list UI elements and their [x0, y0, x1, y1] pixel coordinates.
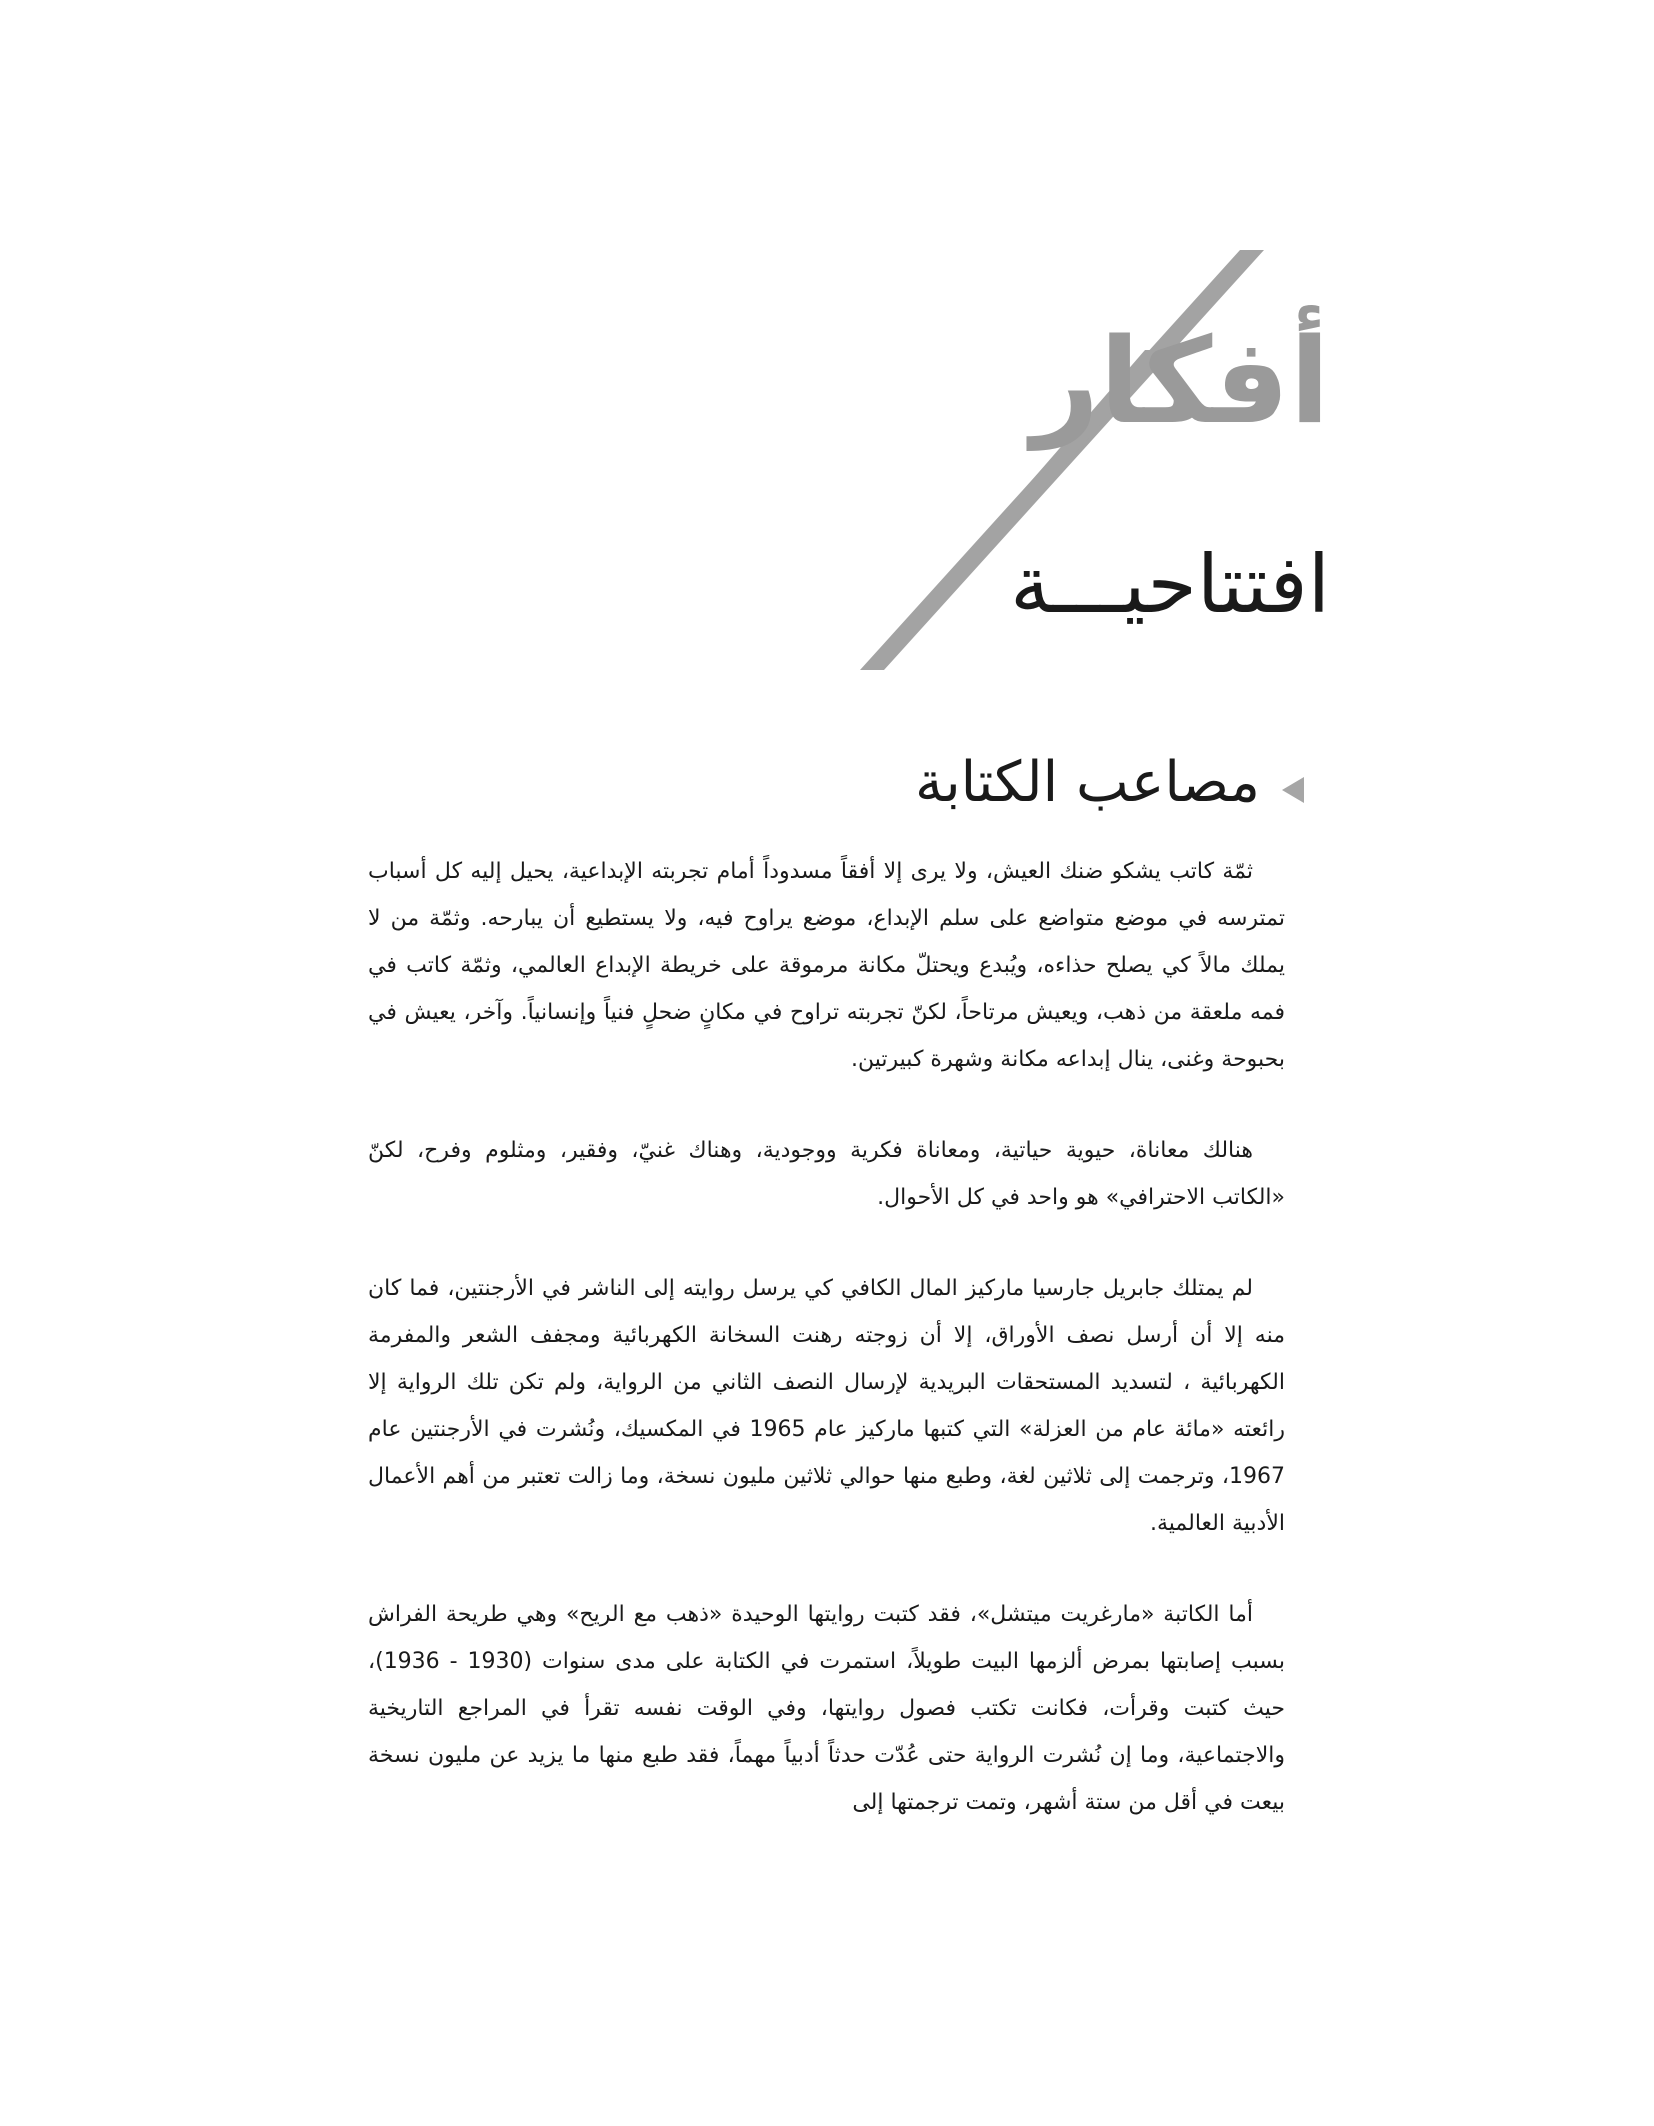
- article-body: [368, 848, 1285, 1826]
- masthead-title: أفكار: [1031, 312, 1330, 450]
- article-paragraph: لم يمتلك جابريل جارسيا ماركيز المال الكافي كي يرسل روايته إلى الناشر في الأرجنتين، فما كان منه إلا أن أرسل نصف الأوراق، إلا أن زوجته رهنت السخانة الكهربائية ومجفف الشعر والمفرمة الكهربائية ، لتسديد المستحقات البريدية لإرسال النصف الثاني من الرواية، ولم تكن تلك الرواية إلا رائعته «مائة عام من العزلة» التي كتبها ماركيز عام 1965 في المكسيك، ونُشرت في الأرجنتين عام 1967، وترجمت إلى ثلاثين لغة، وطبع منها حوالي ثلاثين مليون نسخة، وما زالت تعتبر من أهم الأعمال الأدبية العالمية.: [368, 1276, 1285, 1536]
- article-paragraph: هنالك معاناة، حيوية حياتية، ومعاناة فكرية ووجودية، وهناك غنيّ، وفقير، ومثلوم وفرح، لكنّ «الكاتب الاحترافي» هو واحد في كل الأحوال.: [368, 1138, 1285, 1210]
- masthead-logo: [860, 250, 1360, 690]
- triangle-left-icon: [1282, 777, 1304, 803]
- article-paragraph: ثمّة كاتب يشكو ضنك العيش، ولا يرى إلا أفقاً مسدوداً أمام تجربته الإبداعية، يحيل إليه كل أسباب تمترسه في موضع متواضع على سلم الإبداع، موضع يراوح فيه، ولا يستطيع أن يبارحه. وثمّة من لا يملك مالاً كي يصلح حذاءه، ويُبدع ويحتلّ مكانة مرموقة على خريطة الإبداع العالمي، وثمّة كاتب في فمه ملعقة من ذهب، ويعيش مرتاحاً، لكنّ تجربته تراوح في مكانٍ ضحلٍ فنياً وإنسانياً. وآخر، يعيش في بحبوحة وغنى، ينال إبداعه مكانة وشهرة كبيرتين.: [368, 859, 1285, 1072]
- article-heading-row: [915, 750, 1304, 815]
- section-label: افتتاحيـــة: [1010, 538, 1330, 631]
- article-title: مصاعب الكتابة: [915, 750, 1260, 815]
- article-paragraph: أما الكاتبة «مارغريت ميتشل»، فقد كتبت روايتها الوحيدة «ذهب مع الريح» وهي طريحة الفراش بسبب إصابتها بمرض ألزمها البيت طويلاً، استمرت في الكتابة على مدى سنوات (1930 - 1936)، حيث كتبت وقرأت، فكانت تكتب فصول روايتها، وفي الوقت نفسه تقرأ في المراجع التاريخية والاجتماعية، وما إن نُشرت الرواية حتى عُدّت حدثاً أدبياً مهماً، فقد طبع منها ما يزيد عن مليون نسخة بيعت في أقل من ستة أشهر، وتمت ترجمتها إلى: [368, 1602, 1285, 1815]
